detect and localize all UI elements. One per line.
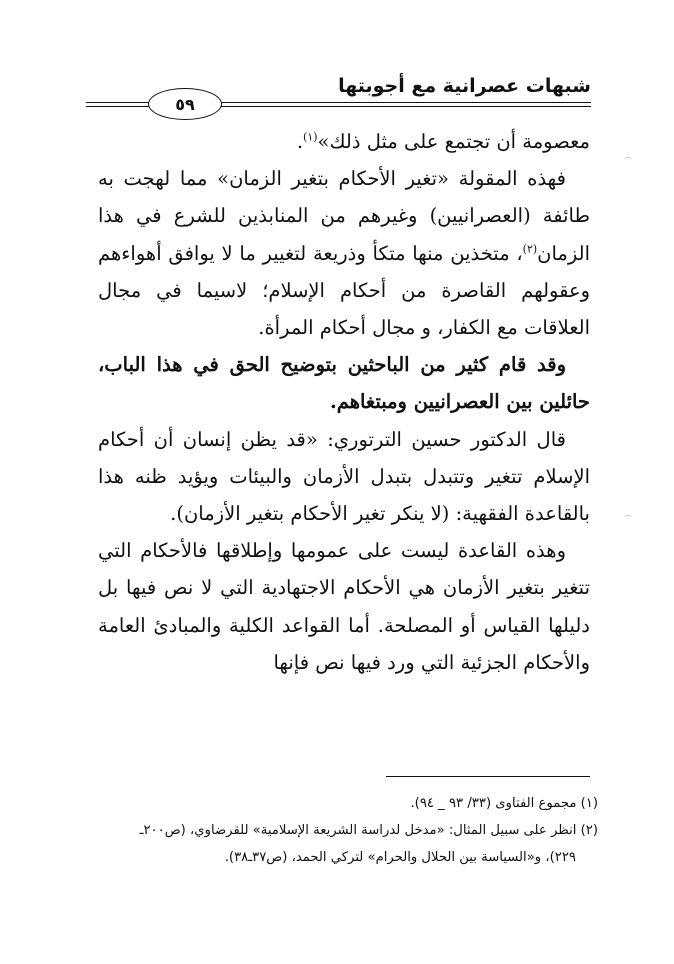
footnote-ref-1: (١) (303, 130, 318, 144)
footnotes (98, 790, 598, 871)
margin-speck (624, 157, 632, 163)
page-number: ٥٩ (148, 88, 222, 120)
footnote-2-line-1: (٢) انظر على سبيل المثال: «مدخل لدراسة الشريعة الإسلامية» للقرضاوي، (ص٢٠٠ـ (139, 823, 598, 838)
paragraph-3: وقد قام كثير من الباحثين بتوضيح الحق في هذا الباب، حائلين بين العصرانيين ومبتغاهم. (98, 353, 590, 414)
page-header (86, 72, 591, 112)
main-text (98, 123, 590, 681)
paragraph-1-text: معصومة أن تجتمع على مثل ذلك» (317, 130, 590, 153)
paragraph-2 (98, 160, 590, 346)
paragraph-1: معصومة أن تجتمع على مثل ذلك»$^{(١)}$. (296, 130, 590, 153)
footnote-2-line-2: ٢٢٩)، و«السياسة بين الحلال والحرام» لتركي الحمد، (ص٣٧ـ٣٨). (224, 850, 576, 865)
paragraph-2-part2: ، متخذين منها متكأ وذريعة لتغيير ما لا يوافق أهواءهم وعقولهم القاصرة من أحكام الإسلام؛ لاسيما في مجال العلاقات مع الكفار، و مجال أحكام المرأة. (98, 241, 590, 340)
footnote-separator (386, 776, 590, 777)
paragraph-2-part1: فهذه المقولة «تغير الأحكام بتغير الزمان» مما لهجت به طائفة (العصرانيين) وغيرهم من المنابذين للشرع في هذا الزمان (98, 167, 590, 265)
footnote-1: (١) مجموع الفتاوى (٣٣/ ٩٣ _ ٩٤). (410, 796, 598, 811)
footnote-ref-2: (٢) (522, 242, 538, 256)
paragraph-5: وهذه القاعدة ليست على عمومها وإطلاقها فالأحكام التي تتغير بتغير الأزمان هي الأحكام الاجتهادية التي لا نص فيها بل دليلها القياس أو المصلحة. أما القواعد الكلية والمبادئ العامة والأحكام الجزئية التي ورد فيها نص فإنها (98, 539, 590, 674)
margin-speck (624, 515, 632, 521)
paragraph-4: قال الدكتور حسين الترتوري: «قد يظن إنسان أن أحكام الإسلام تتغير وتتبدل بتبدل الأزمان والبيئات ويؤيد ظنه هذا بالقاعدة الفقهية: (لا ينكر تغير الأحكام بتغير الأزمان). (98, 427, 590, 526)
running-title: شبهات عصرانية مع أجوبتها (338, 75, 591, 97)
